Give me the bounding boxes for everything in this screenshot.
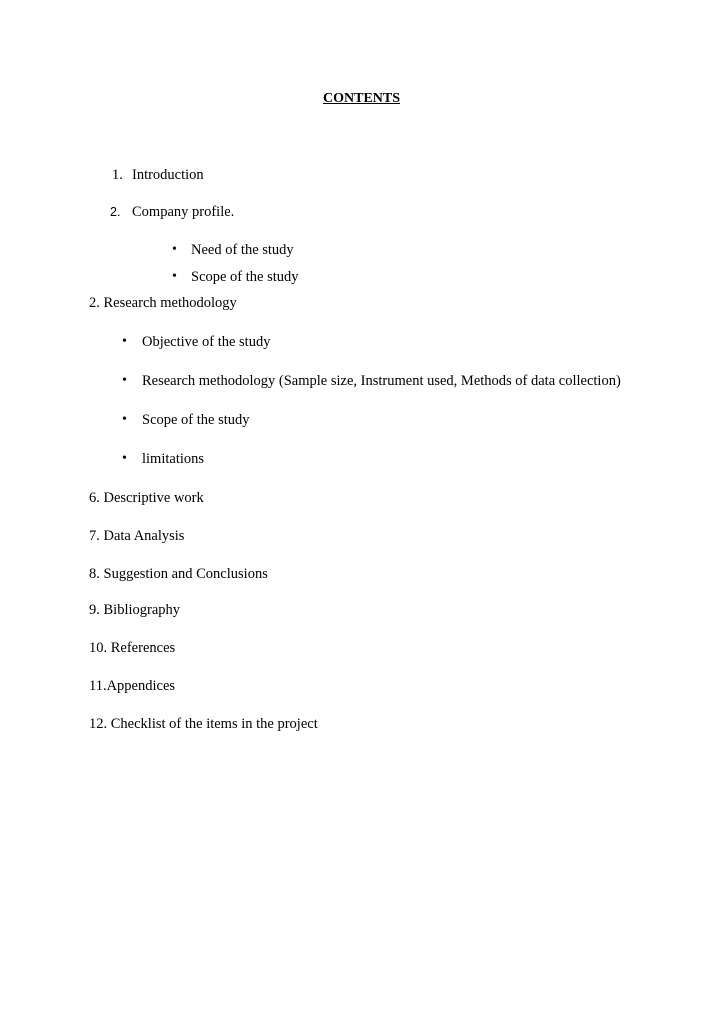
toc-subitem: Scope of the study [191,269,299,285]
bullet-icon: • [172,269,177,284]
list-marker: 2. [110,205,121,219]
toc-item-appendices: 11.Appendices [89,678,176,694]
list-marker: 1. [112,167,123,183]
toc-subitem: Need of the study [191,242,294,258]
toc-item-suggestion-conclusions: 8. Suggestion and Conclusions [89,566,268,582]
toc-item-checklist: 12. Checklist of the items in the project [89,716,318,732]
toc-item-bibliography: 9. Bibliography [89,602,181,618]
bullet-icon: • [122,373,127,388]
toc-subitem: limitations [142,451,205,467]
toc-item-data-analysis: 7. Data Analysis [89,528,185,544]
toc-subitem: Research methodology (Sample size, Instrument used, Methods of data collection) [142,373,621,389]
toc-subitem: Objective of the study [142,334,271,350]
toc-item-company-profile: Company profile. [132,204,235,220]
toc-item-descriptive-work: 6. Descriptive work [89,490,204,506]
bullet-icon: • [122,451,127,466]
toc-subitem: Scope of the study [142,412,250,428]
bullet-icon: • [122,334,127,349]
bullet-icon: • [122,412,127,427]
toc-item-introduction: Introduction [132,167,204,183]
toc-item-research-methodology: 2. Research methodology [89,295,237,311]
page-title: CONTENTS [323,91,401,106]
toc-item-references: 10. References [89,640,176,656]
bullet-icon: • [172,242,177,257]
